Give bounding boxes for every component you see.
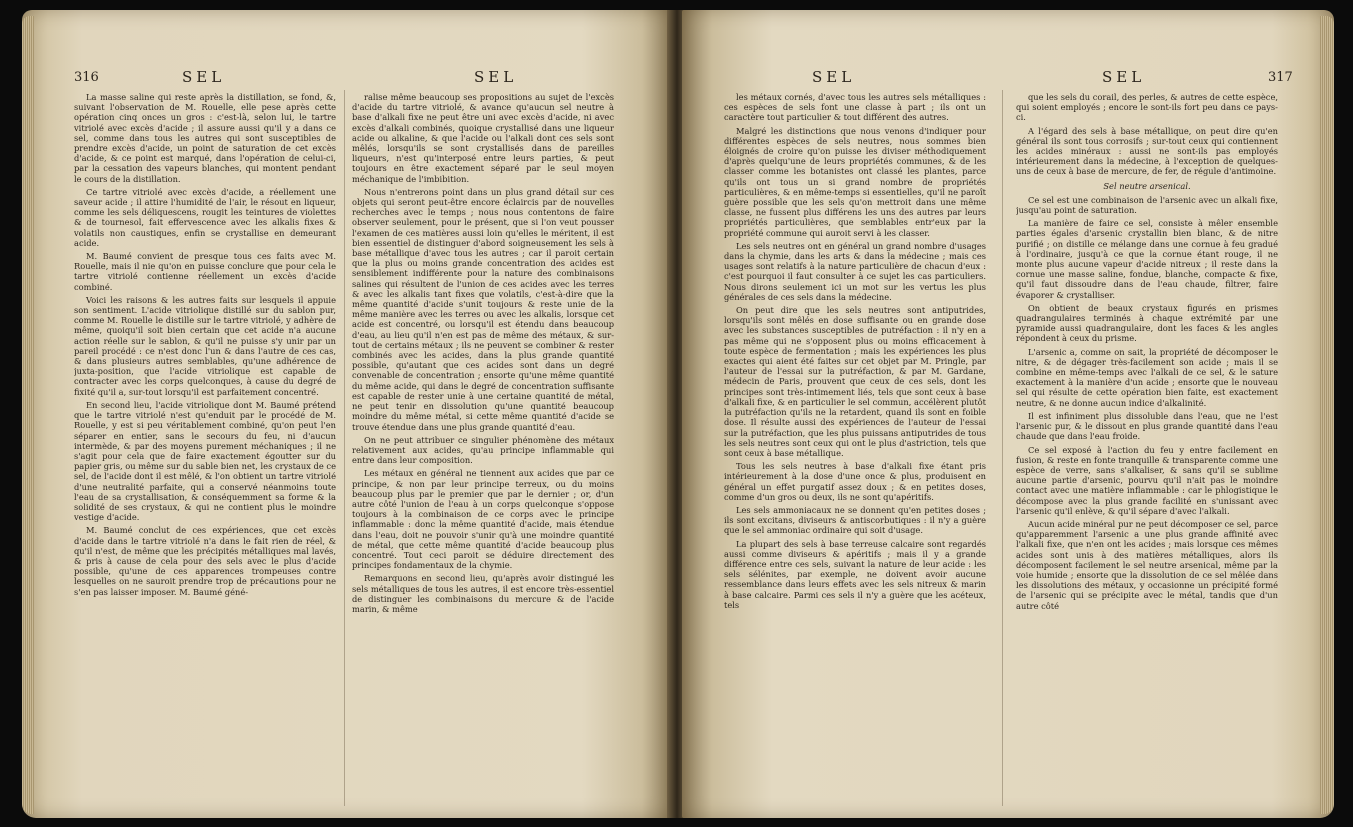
paragraph: On obtient de beaux crystaux figurés en prismes quadrangulaires terminés à chaque extrémité par une pyramide aussi quadrangulaire, dont les faces & les angles répondent à ceux du prisme. [1016, 302, 1278, 344]
page-number-right: 317 [1268, 70, 1293, 85]
paragraph: Ce sel exposé à l'action du feu y entre facilement en fusion, & reste en fonte tranquille & transparente comme une espèce de verre, sans s'alkaliser, & sans qu'il se sublime aucune partie d'arsenic, pourvu qu'il n'ait pas le moindre contact avec une matière inflammable : car le phlogistique le décompose avec la plus grande facilité en s'unissant avec l'arsenic qu'il enlève, & qu'il sépare d'avec l'alkali. [1016, 444, 1278, 516]
text-column-1 [74, 92, 336, 812]
page-edges-left [22, 16, 34, 814]
text-column-3 [724, 92, 986, 812]
paragraph: Aucun acide minéral pur ne peut décomposer ce sel, parce qu'apparemment l'arsenic a une plus grande affinité avec l'alkali fixe, que n'en ont les acides ; mais lorsque ces mêmes acides sont unis à des matières métalliques, alors ils décomposent facilement le sel neutre arsenical, même par la voie humide ; ensorte que la dissolution de ce sel mêlée dans les dissolutions des métaux, y occasionne un précipité formé de l'arsenic qui se précipite avec le métal, tandis que d'un autre côté [1016, 518, 1278, 611]
running-head-right-1: SEL [812, 68, 856, 86]
paragraph: En second lieu, l'acide vitriolique dont M. Baumé prétend que le tartre vitriolé n'est qu'enduit par le procédé de M. Rouelle, y est si peu véritablement combiné, qu'on peut l'en séparer en entier, sans le secours du feu, ni d'aucun intermède, & par des moyens purement méchaniques ; il ne s'agit pour cela que de faire exactement égoutter sur du papier gris, ou même sur du sable bien net, les crystaux de ce sel, de l'acide dont il est mêlé, & l'on obtient un tartre vitriolé d'une neutralité parfaite, qui a conservé néanmoins toute l'eau de sa crystallisation, & conséquemment sa forme & la solidité de ses crystaux, & qui ne contient plus le moindre vestige d'acide. [74, 399, 336, 523]
page-number-left: 316 [74, 70, 99, 85]
paragraph: La masse saline qui reste après la distillation, se fond, &, suivant l'observation de M. Rouelle, elle pese après cette opération cinq onces un gros : c'est-là, selon lui, le tartre vitriolé avec excès d'acide ; il assure aussi qu'il y a dans ce sel, comme dans tous les autres qui sont susceptibles de prendre excès d'acide, un point de saturation de cet excès d'acide, & ce point est marqué, dans l'opération de celui-ci, par la cessation des vapeurs blanches, qui montent pendant le cours de la distillation. [74, 92, 336, 184]
running-head-left-2: SEL [474, 68, 518, 86]
paragraph: Les sels neutres ont en général un grand nombre d'usages dans la chymie, dans les arts & dans la médecine ; mais ces usages sont relatifs à la nature particulière de chacun d'eux : c'est pourquoi il faut consulter à ce sujet les cas particuliers. Nous dirons seulement ici un mot sur les vertus les plus générales de ces sels dans la médecine. [724, 240, 986, 302]
paragraph: On peut dire que les sels neutres sont antiputrides, lorsqu'ils sont mêlés en dose suffisante ou en grande dose avec les substances susceptibles de putréfaction : il n'y en a pas même qui ne s'opposent plus ou moins efficacement à toute espèce de fermentation ; mais les expériences les plus exactes qui aient été faites sur cet objet par M. Pringle, par l'auteur de l'essai sur la putréfaction, & par M. Gardane, médecin de Paris, prouvent que ceux de ces sels, dont les principes sont très-intimement liés, tels que sont ceux à base d'alkali fixe, & en particulier le sel commun, accélèrent plutôt la putréfaction qu'ils ne la retardent, quand ils sont en foible dose. Il résulte aussi des expériences de l'auteur de l'essai sur la putréfaction, que les plus puissans antiputrides de tous les sels neutres sont ceux qui ont le plus d'astriction, tels que sont ceux à base métallique. [724, 305, 986, 458]
paragraph: Sel neutre arsenical. [1103, 180, 1191, 191]
paragraph: M. Baumé convient de presque tous ces faits avec M. Rouelle, mais il nie qu'on en puisse conclure que pour cela le tartre vitriolé contienne réellement un excès d'acide combiné. [74, 251, 336, 292]
paragraph: les métaux cornés, d'avec tous les autres sels métalliques : ces espèces de sels font une classe à part ; ils ont un caractère tout particulier & tout différent des autres. [724, 92, 986, 123]
paragraph: La manière de faire ce sel, consiste à mêler ensemble parties égales d'arsenic crystallin bien blanc, & de nitre purifié ; on distille ce mélange dans une cornue à feu gradué à l'ordinaire, jusqu'à ce que la cornue étant rouge, il ne monte plus aucune vapeur d'acide nitreux ; il reste dans la cornue une masse saline, fondue, blanche, compacte & fixe, qu'il faut dissoudre dans de l'eau chaude, filtrer, faire évaporer & crystalliser. [1016, 218, 1278, 300]
right-page [682, 10, 1334, 818]
open-book [22, 10, 1334, 818]
paragraph: Les sels ammoniacaux ne se donnent qu'en petites doses ; ils sont excitans, diviseurs & antiscorbutiques : il n'y a guère que le sel ammoniac ordinaire qui soit d'usage. [724, 504, 986, 536]
paragraph: Voici les raisons & les autres faits sur lesquels il appuie son sentiment. L'acide vitriolique distillé sur du sablon pur, comme M. Rouelle le distille sur le tartre vitriolé, y adhère de même, quoiqu'il soit bien certain que cet acide n'a aucune action réelle sur le sablon, & qu'il ne puisse s'y unir par un pareil procédé : ce n'est donc l'un & dans l'autre de ces cas, & dans plusieurs autres semblables, qu'une adhérence de juxta-position, que l'acide vitriolique est capable de contracter avec les corps quelconques, à cause du degré de fixité qu'il a, sur-tout lorsqu'il est parfaitement concentré. [74, 294, 336, 397]
paragraph: M. Baumé conclut de ces expériences, que cet excès d'acide dans le tartre vitriolé n'a dans le fait rien de réel, & qu'il n'est, de même que les précipités métalliques mal lavés, & pris à cause de cela pour des sels avec le plus d'acide possible, qu'une de ces apparences trompeuses contre lesquelles on ne sauroit prendre trop de précautions pour ne s'en pas laisser imposer. M. Baumé géné- [74, 525, 336, 597]
paragraph: Les métaux en général ne tiennent aux acides que par ce principe, & non par leur principe terreux, ou du moins beaucoup plus par le premier que par le dernier ; or, d'un autre côté l'union de l'eau à un corps quelconque s'oppose toujours à la combinaison de ce corps avec le principe inflammable : donc la même quantité d'acide, mais étendue dans l'eau, doit ne pouvoir s'unir qu'à une moindre quantité de métal, que cette même quantité d'acide beaucoup plus concentré. Tout ceci paroit se déduire directement des principes fondamentaux de la chymie. [352, 468, 614, 571]
running-head-left-1: SEL [182, 68, 226, 86]
page-edges-right [1320, 16, 1334, 814]
paragraph: Remarquons en second lieu, qu'après avoir distingué les sels métalliques de tous les autres, il est encore très-essentiel de distinguer les combinaisons du mercure & de l'acide marin, & même [352, 573, 614, 614]
paragraph: Ce sel est une combinaison de l'arsenic avec un alkali fixe, jusqu'au point de saturation. [1016, 194, 1278, 216]
paragraph: La plupart des sels à base terreuse calcaire sont regardés aussi comme diviseurs & apéritifs ; mais il y a grande différence entre ces sels, suivant la nature de leur acide : les sels sélénites, par exemple, ne doivent avoir aucune ressemblance dans leurs effets avec les sels nitreux & marin à base calcaire. Parmi ces sels il n'y a guère que les acéteux, tels [724, 538, 986, 610]
text-column-4 [1016, 92, 1278, 812]
paragraph: Ce tartre vitriolé avec excès d'acide, a réellement une saveur acide ; il attire l'humidité de l'air, le résout en liqueur, comme les sels déliquescens, rougit les teintures de violettes & de tournesol, fait effervescence avec les alkalis fixes & volatils non caustiques, enfin se crystallise en demeurant acide. [74, 186, 336, 248]
left-page [22, 10, 672, 818]
paragraph: ralise même beaucoup ses propositions au sujet de l'excès d'acide du tartre vitriolé, & avance qu'aucun sel neutre à base d'alkali fixe ne peut être uni avec excès d'acide, ni avec excès d'alkali combinés, quoique crystallisé dans une liqueur acide ou alkaline, & que l'acide ou l'alkali dont ces sels sont mêlés, lorsqu'ils se sont crystallisés dans de pareilles liqueurs, n'est qu'interposé entre leurs parties, & peut toujours en être exactement séparé par le seul moyen méchanique de l'imbibition. [352, 92, 614, 184]
column-rule-right [1002, 90, 1003, 806]
paragraph: A l'égard des sels à base métallique, on peut dire qu'en général ils sont tous corrosifs ; sur-tout ceux qui contiennent les acides minéraux : aussi ne sont-ils pas employés intérieurement dans la médecine, à l'exception de quelques-uns de ceux à base de mercure, de fer, de régule d'antimoine. [1016, 125, 1278, 177]
paragraph: L'arsenic a, comme on sait, la propriété de décomposer le nitre, & de dégager très-facilement son acide ; mais il se combine en même-temps avec l'alkali de ce sel, & le sature exactement à la manière d'un acide ; ensorte que le nouveau sel qui résulte de cette opération bien faite, est exactement neutre, & ne donne aucun indice d'alkalinité. [1016, 346, 1278, 408]
paragraph: On ne peut attribuer ce singulier phénomène des métaux relativement aux acides, qu'au principe inflammable qui entre dans leur composition. [352, 434, 614, 466]
paragraph: Malgré les distinctions que nous venons d'indiquer pour différentes espèces de sels neutres, nous sommes bien éloignés de croire qu'on puisse les diviser méthodiquement d'après quelqu'une de leurs propriétés communes, & de les classer comme les botanistes ont classé les plantes, parce qu'ils ont tous un si grand nombre de propriétés particulières, & en même-temps si essentielles, qu'il ne paroît guère possible que les sels qu'on mettroit dans une même classe, ne fussent plus différens les uns des autres par leurs propriétés particulières, que semblables entr'eux par la propriété commune qui auroit servi à les classer. [724, 125, 986, 238]
running-head-right-2: SEL [1102, 68, 1146, 86]
paragraph: Nous n'entrerons point dans un plus grand détail sur ces objets qui seront peut-être encore éclaircis par de nouvelles recherches avec le temps ; nous nous contentons de faire observer seulement, pour le présent, que si l'on veut pousser l'examen de ces matières aussi loin qu'elles le méritent, il est bien essentiel de distinguer d'abord soigneusement les sels à base métallique d'avec tous les autres ; car il paroit certain que la plus ou moins grande concentration des acides est sensiblement indifférente pour la nature des combinaisons salines qui résultent de l'union de ces acides avec les terres & avec les alkalis tant fixes que volatils, c'est-à-dire que la même quantité d'acide s'unit toujours & reste unie de la même manière avec les terres ou avec les alkalis, lorsque cet acide est concentré, ou lorsqu'il est étendu dans beaucoup d'eau, au lieu qu'il n'en est pas de même des métaux, & sur-tout de certains métaux ; ils ne peuvent se combiner & rester combinés avec les acides, dans la plus grande quantité possible, qu'autant que ces acides sont dans un degré convenable de concentration ; ensorte qu'une même quantité du même acide, qui dans le degré de concentration suffisante est capable de rester unie à une certaine quantité de métal, ne peut tenir en dissolution qu'une quantité beaucoup moindre du même métal, si cette même quantité d'acide se trouve étendue dans une plus grande quantité d'eau. [352, 186, 614, 432]
column-rule-left [344, 90, 345, 806]
paragraph: Tous les sels neutres à base d'alkali fixe étant pris intérieurement à la dose d'une once & plus, produisent en général un effet purgatif assez doux ; & en petites doses, comme d'un gros ou deux, ils ne sont qu'apéritifs. [724, 461, 986, 502]
paragraph: que les sels du corail, des perles, & autres de cette espèce, qui soient employés ; encore le sont-ils fort peu dans ce pays-ci. [1016, 92, 1278, 123]
text-column-2 [352, 92, 614, 812]
paragraph: Il est infiniment plus dissoluble dans l'eau, que ne l'est l'arsenic pur, & le dissout en plus grande quantité dans l'eau chaude que dans l'eau froide. [1016, 410, 1278, 442]
